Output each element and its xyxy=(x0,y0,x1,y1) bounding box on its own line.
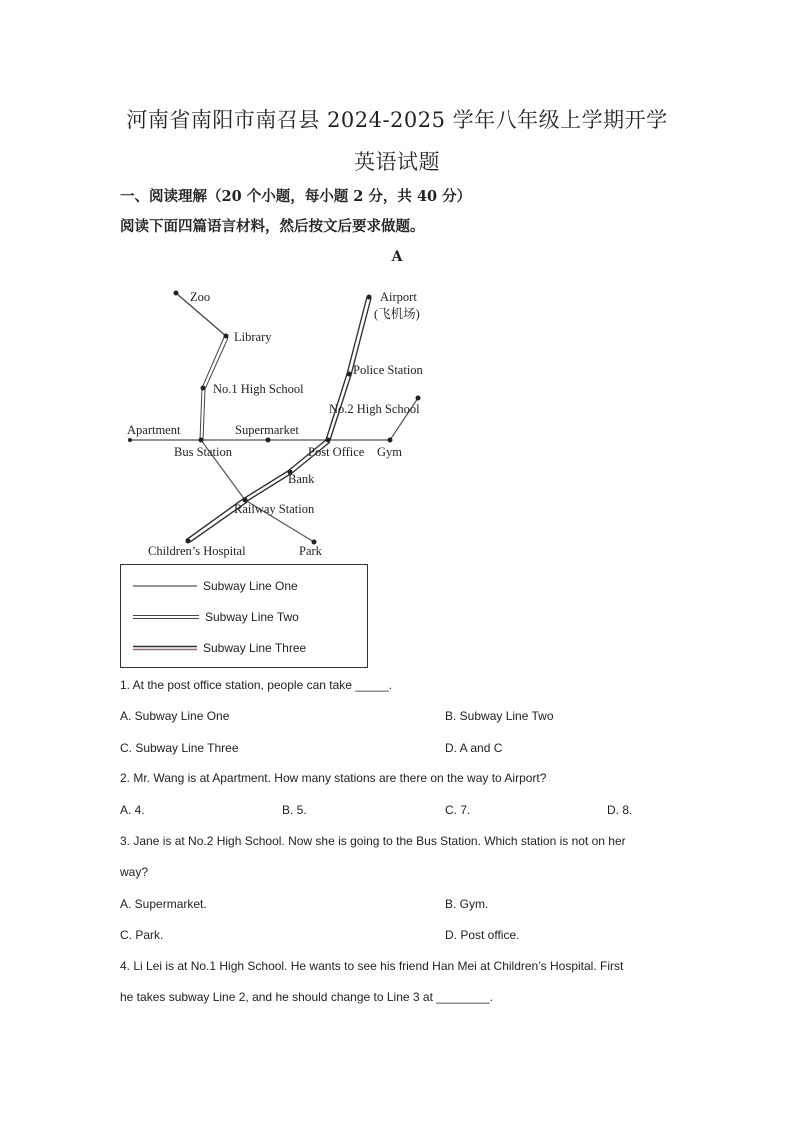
q3-option-c: C. Park. xyxy=(120,928,164,942)
subway-line-one xyxy=(130,398,418,542)
q2-option-c: C. 7. xyxy=(445,803,471,817)
q1-option-b: B. Subway Line Two xyxy=(445,709,554,723)
exam-title-line2: 英语试题 xyxy=(354,150,440,174)
passage-label: A xyxy=(391,249,403,265)
station-label-park: Park xyxy=(299,544,322,558)
station-label-post-office: Post Office xyxy=(308,445,365,459)
station-label-airport-cn: (飞机场) xyxy=(374,307,420,321)
exam-title-line1: 河南省南阳市南召县 2024-2025 学年八年级上学期开学 xyxy=(126,108,668,132)
legend-label: Subway Line Two xyxy=(205,610,299,624)
q3-option-b: B. Gym. xyxy=(445,897,489,911)
station-label-childrens-hospital: Children’s Hospital xyxy=(148,544,246,558)
station-label-police-station: Police Station xyxy=(353,363,423,377)
station-label-no2-high-school: No.2 High School xyxy=(329,402,420,416)
station-label-library: Library xyxy=(234,330,272,344)
q2-option-a: A. 4. xyxy=(120,803,145,817)
q1-option-a: A. Subway Line One xyxy=(120,709,230,723)
station-label-gym: Gym xyxy=(377,445,402,459)
q2-option-d: D. 8. xyxy=(607,803,633,817)
station-label-airport: Airport xyxy=(380,290,417,304)
q1-option-d: D. A and C xyxy=(445,741,503,755)
line-one-swatch xyxy=(133,582,197,590)
instruction-text: 阅读下面四篇语言材料，然后按文后要求做题。 xyxy=(120,218,425,235)
station-label-supermarket: Supermarket xyxy=(235,423,299,437)
line-three-swatch xyxy=(133,644,197,652)
q3-option-a: A. Supermarket. xyxy=(120,897,207,911)
station-label-bank: Bank xyxy=(288,472,315,486)
question-4-stem-line2: he takes subway Line 2, and he should change to Line 3 at ________. xyxy=(120,990,493,1004)
legend-label: Subway Line Three xyxy=(203,641,307,655)
map-legend xyxy=(120,564,368,668)
legend-label: Subway Line One xyxy=(203,579,298,593)
question-4-stem-line1: 4. Li Lei is at No.1 High School. He wants to see his friend Han Mei at Children’s Hospital. First xyxy=(120,959,624,973)
question-3-stem-line1: 3. Jane is at No.2 High School. Now she is going to the Bus Station. Which station is not on her xyxy=(120,834,626,848)
subway-line-two xyxy=(175,292,228,440)
legend-item-line-three xyxy=(133,641,306,655)
line-two-swatch xyxy=(133,613,199,621)
station-label-zoo: Zoo xyxy=(190,290,211,304)
legend-item-line-one xyxy=(133,579,298,593)
station-label-apartment: Apartment xyxy=(127,423,181,437)
q3-option-d: D. Post office. xyxy=(445,928,520,942)
question-1-stem: 1. At the post office station, people can take _____. xyxy=(120,678,392,692)
station-label-railway-station: Railway Station xyxy=(234,502,315,516)
station-label-bus-station: Bus Station xyxy=(174,445,232,459)
subway-map xyxy=(110,278,440,568)
question-2-stem: 2. Mr. Wang is at Apartment. How many stations are there on the way to Airport? xyxy=(120,771,547,785)
q1-option-c: C. Subway Line Three xyxy=(120,741,239,755)
question-3-stem-line2: way? xyxy=(120,865,149,879)
station-label-no1-high-school: No.1 High School xyxy=(213,382,304,396)
q2-option-b: B. 5. xyxy=(282,803,307,817)
section-heading: 一、阅读理解（20 个小题，每小题 2 分，共 40 分） xyxy=(120,188,472,205)
legend-item-line-two xyxy=(133,610,299,624)
